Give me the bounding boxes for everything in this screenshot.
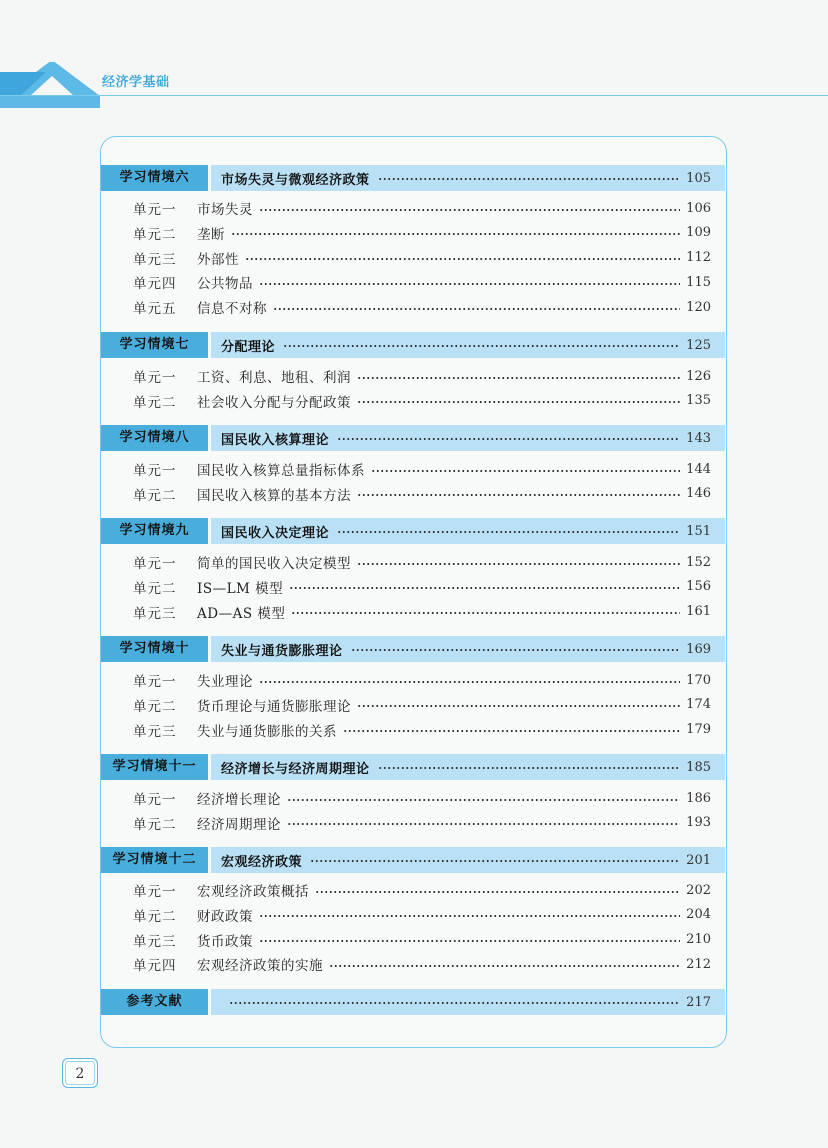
toc-entry[interactable] bbox=[133, 695, 711, 715]
entry-page-number: 212 bbox=[686, 956, 711, 972]
section-title-bar bbox=[211, 754, 725, 780]
section-label: 参考文献 bbox=[101, 989, 208, 1015]
dot-leader bbox=[378, 178, 679, 180]
entry-page-number: 210 bbox=[686, 932, 711, 948]
entry-title: 社会收入分配与分配政策 bbox=[197, 394, 351, 411]
section-page-number: 201 bbox=[686, 852, 711, 868]
dot-leader bbox=[245, 258, 680, 260]
dot-leader bbox=[259, 209, 680, 211]
section-header[interactable] bbox=[101, 518, 725, 544]
entry-unit: 单元一 bbox=[133, 792, 177, 808]
dot-leader bbox=[273, 308, 680, 310]
section-title-bar bbox=[211, 636, 725, 662]
entry-page-number: 144 bbox=[686, 461, 711, 477]
toc-entry[interactable] bbox=[133, 297, 711, 317]
dot-leader bbox=[357, 563, 680, 565]
toc-entry[interactable] bbox=[133, 813, 711, 833]
section-header[interactable] bbox=[101, 847, 725, 873]
entry-title: 工资、利息、地租、利润 bbox=[197, 370, 351, 386]
toc-entry[interactable] bbox=[133, 930, 711, 950]
dot-leader bbox=[337, 438, 678, 440]
dot-leader bbox=[287, 799, 680, 801]
toc-entry[interactable] bbox=[133, 223, 711, 243]
section-label: 学习情境八 bbox=[101, 425, 208, 451]
entry-page-number: 170 bbox=[686, 672, 711, 688]
dot-leader bbox=[291, 612, 680, 614]
entry-title: 财政政策 bbox=[197, 908, 253, 925]
entry-unit: 单元一 bbox=[133, 370, 177, 386]
entry-title: 经济增长理论 bbox=[197, 792, 281, 808]
dot-leader bbox=[259, 283, 680, 285]
section-page-number: 125 bbox=[686, 337, 711, 353]
section-label: 学习情境九 bbox=[101, 518, 208, 544]
section-title-bar bbox=[211, 332, 725, 358]
dot-leader bbox=[259, 915, 680, 917]
dot-leader bbox=[371, 470, 680, 472]
entry-title: 国民收入核算总量指标体系 bbox=[197, 463, 365, 479]
section-title-bar bbox=[211, 518, 725, 544]
entry-unit: 单元四 bbox=[133, 958, 177, 975]
entry-unit: 单元四 bbox=[133, 276, 177, 293]
entry-unit: 单元一 bbox=[133, 202, 177, 218]
toc-entry[interactable] bbox=[133, 248, 711, 268]
book-title: 经济学基础 bbox=[102, 75, 170, 90]
section-title: 市场失灵与微观经济政策 bbox=[221, 172, 370, 188]
entry-unit: 单元五 bbox=[133, 301, 177, 318]
entry-title: 宏观经济政策概括 bbox=[197, 884, 309, 900]
entry-page-number: 126 bbox=[686, 368, 711, 384]
entry-title: 货币理论与通货膨胀理论 bbox=[197, 698, 351, 715]
section-page-number: 169 bbox=[686, 641, 711, 657]
section-title: 国民收入核算理论 bbox=[221, 432, 330, 448]
dot-leader bbox=[315, 891, 680, 893]
entry-page-number: 135 bbox=[686, 393, 711, 409]
toc-entry[interactable] bbox=[133, 670, 711, 690]
section-title: 失业与通货膨胀理论 bbox=[221, 643, 343, 659]
section-label: 学习情境六 bbox=[101, 165, 208, 191]
entry-page-number: 152 bbox=[686, 554, 711, 570]
toc-entry[interactable] bbox=[133, 198, 711, 218]
toc-entry[interactable] bbox=[133, 459, 711, 479]
entry-unit: 单元三 bbox=[133, 933, 177, 950]
dot-leader bbox=[229, 1002, 678, 1004]
entry-title: 宏观经济政策的实施 bbox=[197, 958, 323, 975]
entry-page-number: 115 bbox=[686, 274, 711, 290]
header-corner-shape bbox=[0, 62, 100, 108]
dot-leader bbox=[259, 940, 680, 942]
section-header[interactable] bbox=[101, 989, 725, 1015]
entry-unit: 单元三 bbox=[133, 605, 177, 622]
dot-leader bbox=[357, 377, 680, 379]
entry-page-number: 174 bbox=[686, 697, 711, 713]
section-title-bar bbox=[211, 989, 725, 1015]
toc-entry[interactable] bbox=[133, 391, 711, 411]
section-page-number: 105 bbox=[686, 170, 711, 186]
entry-page-number: 106 bbox=[686, 200, 711, 216]
entry-title: 货币政策 bbox=[197, 933, 253, 950]
section-title: 经济增长与经济周期理论 bbox=[221, 761, 370, 777]
dot-leader bbox=[283, 345, 678, 347]
section-title: 分配理论 bbox=[221, 339, 276, 355]
dot-leader bbox=[357, 494, 680, 496]
section-label: 学习情境七 bbox=[101, 332, 208, 358]
section-title-bar bbox=[211, 847, 725, 873]
toc-entry[interactable] bbox=[133, 484, 711, 504]
dot-leader bbox=[343, 730, 680, 732]
section-label: 学习情境十一 bbox=[101, 754, 208, 780]
toc-entry[interactable] bbox=[133, 954, 711, 974]
entry-title: 信息不对称 bbox=[197, 301, 267, 318]
section-header[interactable] bbox=[101, 425, 725, 451]
section-title: 国民收入决定理论 bbox=[221, 525, 330, 541]
section-page-number: 151 bbox=[686, 523, 711, 539]
entry-unit: 单元二 bbox=[133, 487, 177, 504]
dot-leader bbox=[357, 705, 680, 707]
entry-title: 经济周期理论 bbox=[197, 816, 281, 833]
entry-page-number: 193 bbox=[686, 815, 711, 831]
toc-entry[interactable] bbox=[133, 720, 711, 740]
entry-unit: 单元三 bbox=[133, 723, 177, 740]
section-header[interactable] bbox=[101, 332, 725, 358]
entry-title: 外部性 bbox=[197, 251, 239, 268]
section-page-number: 143 bbox=[686, 430, 711, 446]
entry-unit: 单元二 bbox=[133, 816, 177, 833]
entry-page-number: 179 bbox=[686, 722, 711, 738]
page-number-box bbox=[62, 1058, 98, 1088]
dot-leader bbox=[378, 767, 679, 769]
entry-title: 垄断 bbox=[197, 226, 225, 243]
entry-title: 公共物品 bbox=[197, 276, 253, 293]
dot-leader bbox=[351, 649, 679, 651]
entry-unit: 单元二 bbox=[133, 226, 177, 243]
section-header[interactable] bbox=[101, 636, 725, 662]
toc-entry[interactable] bbox=[133, 366, 711, 386]
section-label: 学习情境十二 bbox=[101, 847, 208, 873]
dot-leader bbox=[310, 860, 678, 862]
toc-entry[interactable] bbox=[133, 577, 711, 597]
entry-title: 国民收入核算的基本方法 bbox=[197, 487, 351, 504]
toc-entry[interactable] bbox=[133, 880, 711, 900]
section-header[interactable] bbox=[101, 165, 725, 191]
section-label: 学习情境十 bbox=[101, 636, 208, 662]
entry-page-number: 204 bbox=[686, 907, 711, 923]
dot-leader bbox=[289, 587, 680, 589]
section-header[interactable] bbox=[101, 754, 725, 780]
entry-unit: 单元二 bbox=[133, 394, 177, 411]
entry-title: 失业理论 bbox=[197, 674, 253, 690]
entry-unit: 单元二 bbox=[133, 698, 177, 715]
entry-page-number: 120 bbox=[686, 299, 711, 315]
dot-leader bbox=[357, 401, 680, 403]
entry-page-number: 146 bbox=[686, 486, 711, 502]
section-page-number: 185 bbox=[686, 759, 711, 775]
entry-title: AD—AS 模型 bbox=[197, 605, 286, 622]
section-page-number: 217 bbox=[686, 994, 711, 1010]
section-title-bar bbox=[211, 425, 725, 451]
entry-title: 失业与通货膨胀的关系 bbox=[197, 723, 337, 740]
dot-leader bbox=[259, 681, 680, 683]
section-title: 宏观经济政策 bbox=[221, 854, 303, 870]
toc-entry[interactable] bbox=[133, 552, 711, 572]
entry-page-number: 109 bbox=[686, 225, 711, 241]
dot-leader bbox=[287, 823, 680, 825]
dot-leader bbox=[329, 965, 680, 967]
entry-unit: 单元一 bbox=[133, 556, 177, 572]
entry-unit: 单元一 bbox=[133, 674, 177, 690]
entry-page-number: 161 bbox=[686, 604, 711, 620]
entry-page-number: 186 bbox=[686, 790, 711, 806]
entry-unit: 单元一 bbox=[133, 463, 177, 479]
entry-page-number: 156 bbox=[686, 579, 711, 595]
entry-unit: 单元二 bbox=[133, 580, 177, 597]
entry-title: 市场失灵 bbox=[197, 202, 253, 218]
section-title-bar bbox=[211, 165, 725, 191]
entry-unit: 单元一 bbox=[133, 884, 177, 900]
toc-entry[interactable] bbox=[133, 905, 711, 925]
dot-leader bbox=[337, 531, 678, 533]
entry-page-number: 112 bbox=[686, 250, 711, 266]
toc-entry[interactable] bbox=[133, 602, 711, 622]
header-rule bbox=[0, 95, 828, 96]
entry-unit: 单元二 bbox=[133, 908, 177, 925]
page-number: 2 bbox=[65, 1061, 95, 1085]
entry-page-number: 202 bbox=[686, 882, 711, 898]
entry-title: 简单的国民收入决定模型 bbox=[197, 556, 351, 572]
entry-title: IS—LM 模型 bbox=[197, 580, 284, 597]
toc-entry[interactable] bbox=[133, 788, 711, 808]
toc-entry[interactable] bbox=[133, 272, 711, 292]
dot-leader bbox=[231, 233, 680, 235]
entry-unit: 单元三 bbox=[133, 251, 177, 268]
